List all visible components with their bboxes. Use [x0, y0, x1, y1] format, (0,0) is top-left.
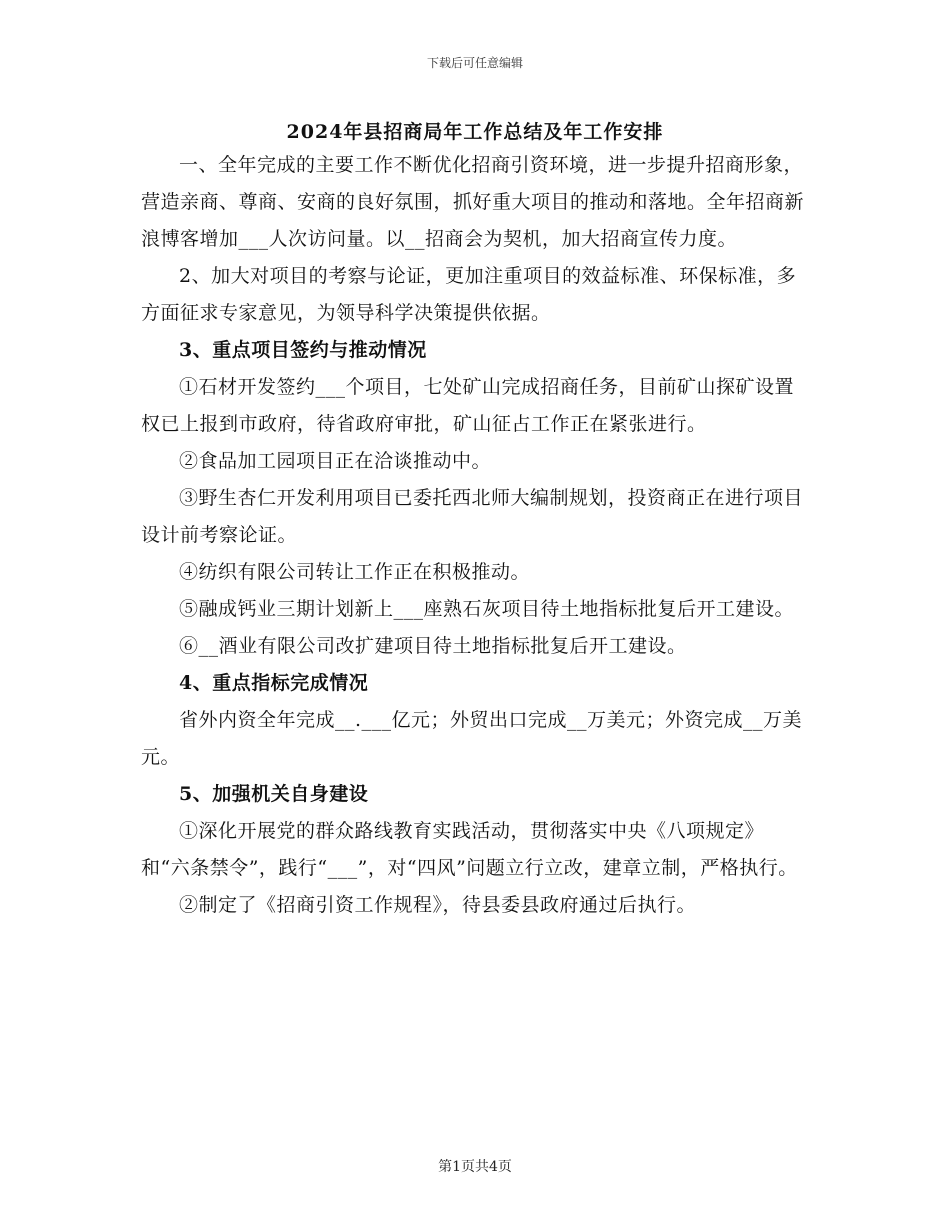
page-title: 2024年县招商局年工作总结及年工作安排: [286, 121, 664, 143]
section-heading-4: 4、重点指标完成情况: [179, 672, 369, 694]
item-6: ⑥__酒业有限公司改扩建项目待土地指标批复后开工建设。: [179, 635, 687, 657]
paragraph-indicators: 省外内资全年完成__.___亿元；外贸出口完成__万美元；外资完成__万美元。: [141, 709, 803, 768]
paragraph-1: 一、全年完成的主要工作不断优化招商引资环境，进一步提升招商形象，营造亲商、尊商、安商的良好氛围，抓好重大项目的推动和落地。全年招商新浪博客增加___人次访问量。以__招商会为契机，加大招商宣传力度。: [141, 154, 805, 250]
section-heading-3: 3、重点项目签约与推动情况: [179, 339, 427, 361]
section-heading-5: 5、加强机关自身建设: [179, 783, 369, 805]
item-5: ⑤融成钙业三期计划新上___座熟石灰项目待土地指标批复后开工建设。: [179, 598, 795, 620]
item-2: ②食品加工园项目正在洽谈推动中。: [179, 450, 492, 472]
item-4: ④纺织有限公司转让工作正在积极推动。: [179, 561, 531, 583]
item-5-1: ①深化开展党的群众路线教育实践活动，贯彻落实中央《八项规定》和“六条禁令”，践行“___”，对“四风”问题立行立改，建章立制，严格执行。: [141, 820, 798, 879]
item-5-2: ②制定了《招商引资工作规程》，待县委县政府通过后执行。: [179, 894, 697, 916]
item-1: ①石材开发签约___个项目，七处矿山完成招商任务，目前矿山探矿设置权已上报到市政府，待省政府审批，矿山征占工作正在紧张进行。: [141, 376, 795, 435]
paragraph-2: 2、加大对项目的考察与论证，更加注重项目的效益标准、环保标准，多方面征求专家意见，为领导科学决策提供依据。: [141, 265, 797, 324]
header-note: 下载后可任意编辑: [426, 56, 523, 70]
page-number-footer: 第1页共4页: [438, 1159, 512, 1175]
document-body: [141, 147, 809, 924]
item-3: ③野生杏仁开发利用项目已委托西北师大编制规划，投资商正在进行项目设计前考察论证。: [141, 487, 804, 546]
